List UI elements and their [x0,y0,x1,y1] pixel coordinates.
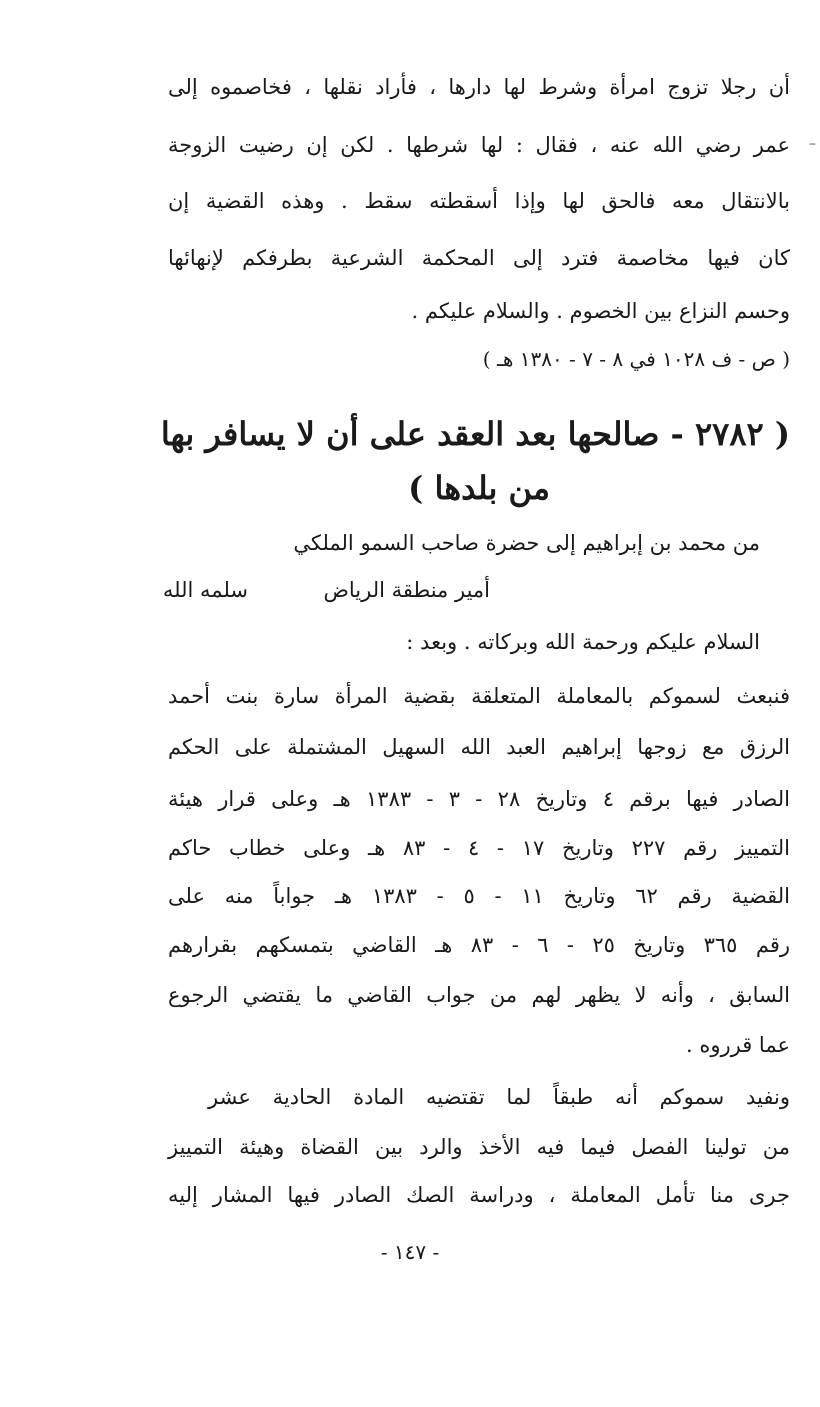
paragraph2-line-2: الرزق مع زوجها إبراهيم العبد الله السهيل المشتملة على الحكم [168,735,790,759]
paragraph3-line-3: جرى منا تأمل المعاملة ، ودراسة الصك الصادر فيها المشار إليه [168,1183,790,1207]
paragraph2-line-5: القضية رقم ٦٢ وتاريخ ١١ - ٥ - ١٣٨٣ هـ جواباً منه على [168,884,791,908]
paragraph2-line-1: فنبعث لسموكم بالمعاملة المتعلقة بقضية المرأة سارة بنت أحمد [168,684,790,708]
letter-blessing: سلمه الله [162,578,248,602]
paragraph1-line-3: بالانتقال معه فالحق لها وإذا أسقطته سقط . وهذه القضية إن [168,189,790,213]
paragraph1-line-4: كان فيها مخاصمة فترد إلى المحكمة الشرعية بطرفكم لإنهائها [168,246,790,270]
paragraph1-line-1: أن رجلا تزوج امرأة وشرط لها دارها ، فأراد نقلها ، فخاصموه إلى [168,75,790,99]
paragraph1-line-5: وحسم النزاع بين الخصوم . والسلام عليكم . [411,299,790,323]
paragraph1-line-2: عمر رضي الله عنه ، فقال : لها شرطها . لكن إن رضيت الزوجة [168,133,790,157]
letter-recipient: أمير منطقة الرياض [323,578,490,602]
paragraph2-line-4: التمييز رقم ٢٢٧ وتاريخ ١٧ - ٤ - ٨٣ هـ وعلى خطاب حاكم [168,836,790,860]
paragraph3-line-1: ونفيد سموكم أنه طبقاً لما تقتضيه المادة الحادية عشر [208,1085,790,1109]
paragraph3-line-2: من تولينا الفصل فيما فيه الأخذ والرد بين القضاة وهيئة التمييز [168,1135,790,1159]
margin-dash: – [809,136,816,152]
paragraph2-line-8: عما قرروه . [685,1033,790,1057]
page-number: - ١٤٧ - [380,1240,440,1264]
letter-from: من محمد بن إبراهيم إلى حضرة صاحب السمو الملكي [293,531,760,555]
paragraph2-line-7: السابق ، وأنه لا يظهر لهم من جواب القاضي ما يقتضي الرجوع [168,983,790,1007]
paragraph2-line-3: الصادر فيها برقم ٤ وتاريخ ٢٨ - ٣ - ١٣٨٣ هـ وعلى قرار هيئة [168,787,790,811]
section-heading-line-1: ( ٢٧٨٢ - صالحها بعد العقد على أن لا يسافر بها [160,415,790,453]
reference-note: ( ص - ف ١٠٢٨ في ٨ - ٧ - ١٣٨٠ هـ ) [482,347,790,371]
letter-greeting: السلام عليكم ورحمة الله وبركاته . وبعد : [406,630,760,654]
paragraph2-line-6: رقم ٣٦٥ وتاريخ ٢٥ - ٦ - ٨٣ هـ القاضي بتمسكهم بقرارهم [168,933,790,957]
section-heading-line-2: من بلدها ) [408,469,550,507]
